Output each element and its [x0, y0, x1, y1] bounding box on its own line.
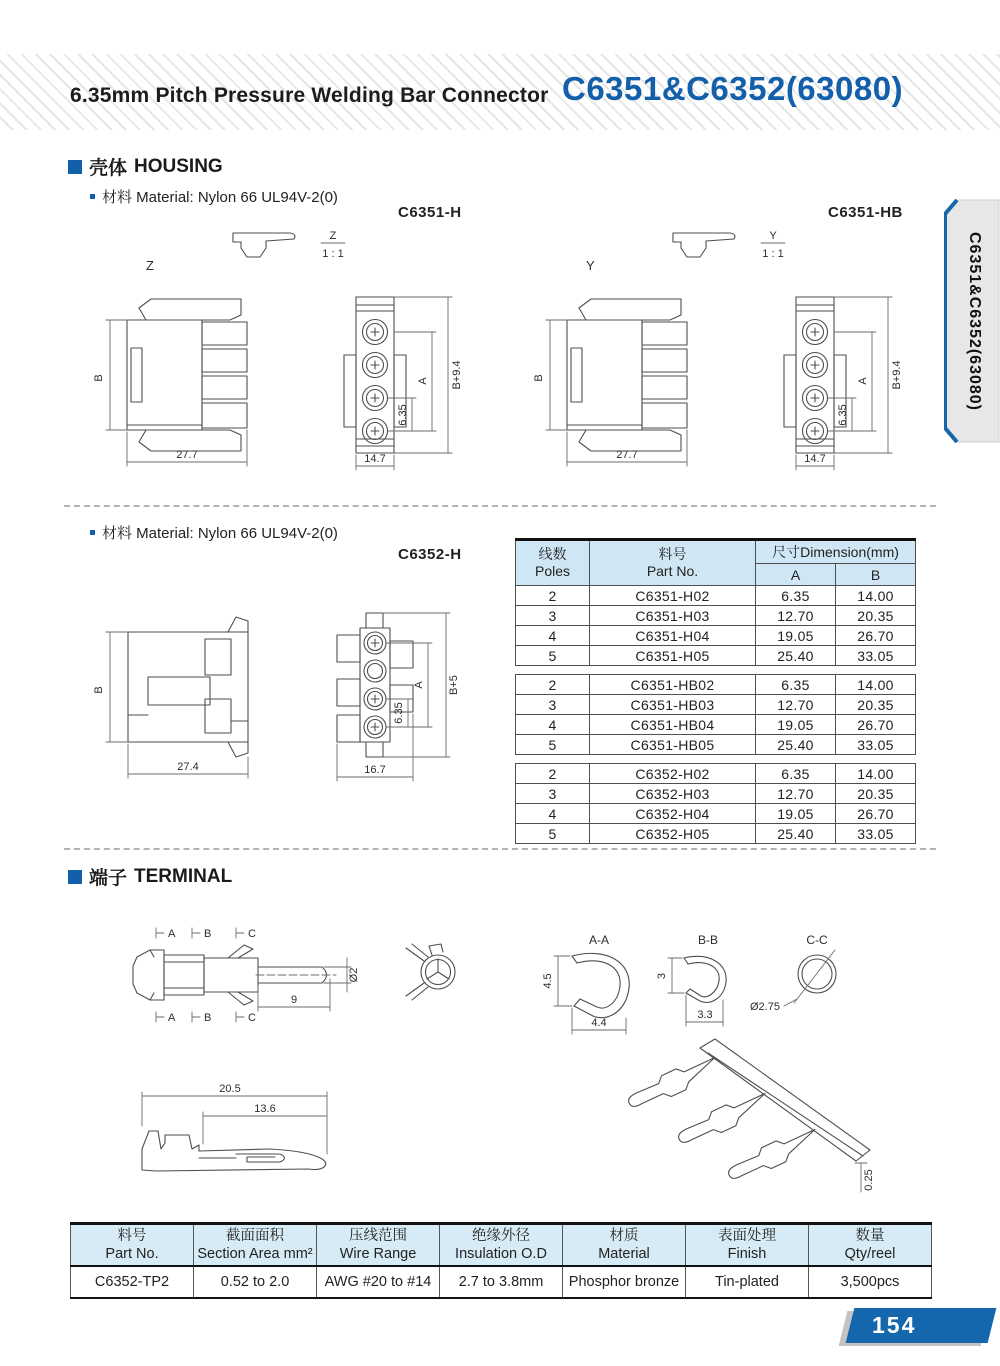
material-note-1: 材料 Material: Nylon 66 UL94V-2(0): [90, 186, 338, 207]
svg-text:A: A: [417, 377, 429, 385]
svg-text:20.5: 20.5: [219, 1083, 241, 1095]
table-row: 2 C6351-H02 6.35 14.00: [516, 586, 916, 606]
terminal-profile-view: [142, 1083, 327, 1171]
drawing-title-c6351hb: C6351-HB: [828, 204, 903, 221]
svg-text:14.7: 14.7: [364, 453, 386, 465]
table-row: 3 C6351-HB03 12.70 20.35: [516, 695, 916, 715]
front-view: [344, 297, 463, 470]
svg-text:4.5: 4.5: [542, 973, 554, 989]
c6351-hb-drawing: [500, 220, 940, 485]
detail-view: [586, 230, 785, 273]
terminal-drawings: [60, 900, 940, 1212]
front-view: [784, 297, 903, 470]
drawing-title-c6352h: C6352-H: [398, 546, 462, 563]
carrier-strip-view: [624, 1039, 875, 1192]
svg-text:6.35: 6.35: [397, 404, 409, 426]
svg-text:27.4: 27.4: [177, 761, 199, 773]
housing-section-header: [68, 153, 223, 180]
svg-text:A-A: A-A: [588, 933, 610, 947]
page-number: 154: [872, 1312, 917, 1338]
side-index-tab: [944, 199, 1000, 443]
svg-text:Z: Z: [329, 230, 337, 242]
col-header-section-area: 截面面积 Section Area mm²: [194, 1224, 317, 1267]
svg-text:B+9.4: B+9.4: [451, 360, 463, 390]
svg-text:0.25: 0.25: [863, 1169, 875, 1191]
col-header-part-no: 料号 Part No.: [71, 1224, 194, 1267]
bullet-icon: [90, 194, 95, 199]
svg-text:1 : 1: 1 : 1: [762, 248, 784, 260]
col-header-dimension: 尺寸Dimension(mm): [756, 540, 916, 564]
svg-text:3.3: 3.3: [697, 1009, 713, 1021]
section-bb-view: [656, 933, 726, 1026]
col-header-finish: 表面处理 Finish: [686, 1224, 809, 1267]
svg-text:27.7: 27.7: [176, 449, 198, 461]
svg-text:Y: Y: [586, 258, 595, 273]
terminal-section-cn: 端子: [89, 868, 128, 889]
table-row: 2 C6352-H02 6.35 14.00: [516, 764, 916, 784]
section-cc-view: [750, 933, 836, 1013]
col-header-b: B: [836, 564, 916, 586]
svg-text:A: A: [168, 928, 176, 940]
col-header-a: A: [756, 564, 836, 586]
terminal-spec-table: [70, 1222, 932, 1299]
table-row: 4 C6351-H04 19.05 26.70: [516, 626, 916, 646]
svg-text:Ø2: Ø2: [348, 967, 360, 983]
housing-section-cn: 壳体: [89, 158, 128, 179]
material-note-2: 材料 Material: Nylon 66 UL94V-2(0): [90, 522, 338, 543]
svg-text:A: A: [168, 1012, 176, 1024]
pin-end-view: [406, 944, 455, 1000]
section-divider: [64, 505, 936, 507]
pin-side-view: [133, 928, 360, 1024]
svg-text:B+9.4: B+9.4: [891, 360, 903, 390]
front-view: [337, 613, 460, 781]
svg-text:Ø2.75: Ø2.75: [750, 1001, 780, 1013]
page-title: 6.35mm Pitch Pressure Welding Bar Connector: [70, 84, 549, 107]
svg-text:Z: Z: [146, 258, 154, 273]
svg-text:C: C: [248, 1012, 256, 1024]
detail-view: [146, 230, 345, 273]
svg-text:6.35: 6.35: [393, 702, 405, 724]
table-row: 3 C6352-H03 12.70 20.35: [516, 784, 916, 804]
table-row: 5 C6351-HB05 25.40 33.05: [516, 735, 916, 755]
svg-text:B+5: B+5: [448, 675, 460, 695]
svg-text:6.35: 6.35: [837, 404, 849, 426]
bullet-icon: [90, 530, 95, 535]
side-view: [533, 299, 687, 466]
group-gap: [516, 755, 916, 764]
col-header-poles: 线数 Poles: [516, 540, 590, 586]
svg-text:B: B: [93, 374, 105, 382]
housing-section-en: HOUSING: [134, 155, 223, 177]
svg-text:B-B: B-B: [697, 933, 719, 947]
svg-text:C-C: C-C: [806, 933, 828, 947]
svg-text:B: B: [533, 374, 545, 382]
drawing-title-c6351h: C6351-H: [398, 204, 462, 221]
svg-text:27.7: 27.7: [616, 449, 638, 461]
svg-text:B: B: [204, 1012, 212, 1024]
table-row: 5 C6351-H05 25.40 33.05: [516, 646, 916, 666]
housing-dimension-table: [515, 538, 915, 844]
part-code-title: C6351&C6352(63080): [562, 70, 904, 107]
col-header-part-no: 料号 Part No.: [590, 540, 756, 586]
col-header-wire-range: 压线范围 Wire Range: [317, 1224, 440, 1267]
terminal-section-header: [68, 863, 232, 890]
side-view: [93, 617, 248, 778]
svg-text:16.7: 16.7: [364, 764, 386, 776]
svg-text:B: B: [93, 686, 105, 694]
table-row: 2 C6351-HB02 6.35 14.00: [516, 675, 916, 695]
col-header-qty: 数量 Qty/reel: [809, 1224, 932, 1267]
side-tab-label: C6351&C6352(63080): [966, 231, 983, 411]
section-aa-view: [542, 933, 629, 1034]
group-gap: [516, 666, 916, 675]
svg-text:13.6: 13.6: [254, 1103, 276, 1115]
table-row: C6352-TP2 0.52 to 2.0 AWG #20 to #14 2.7 to 3.8mm Phosphor bronze Tin-plated 3,500pcs: [71, 1266, 932, 1298]
table-row: 5 C6352-H05 25.40 33.05: [516, 824, 916, 844]
svg-text:B: B: [204, 928, 212, 940]
terminal-section-en: TERMINAL: [134, 865, 233, 887]
svg-text:A: A: [413, 681, 425, 689]
svg-text:9: 9: [290, 994, 298, 1006]
svg-text:A: A: [857, 377, 869, 385]
section-marker-icon: [68, 160, 82, 174]
svg-text:14.7: 14.7: [804, 453, 826, 465]
svg-text:3: 3: [656, 972, 668, 980]
svg-text:1 : 1: 1 : 1: [322, 248, 344, 260]
col-header-material: 材质 Material: [563, 1224, 686, 1267]
svg-text:4.4: 4.4: [591, 1017, 607, 1029]
c6351-h-drawing: [60, 220, 500, 485]
table-row: 3 C6351-H03 12.70 20.35: [516, 606, 916, 626]
section-divider: [64, 848, 936, 850]
page-number-badge: [850, 1308, 992, 1343]
side-view: [93, 299, 247, 466]
table-row: 4 C6351-HB04 19.05 26.70: [516, 715, 916, 735]
col-header-insulation: 绝缘外径 Insulation O.D: [440, 1224, 563, 1267]
table-row: 4 C6352-H04 19.05 26.70: [516, 804, 916, 824]
svg-text:Y: Y: [769, 230, 777, 242]
section-marker-icon: [68, 870, 82, 884]
svg-text:C: C: [248, 928, 256, 940]
c6352-h-drawing: [60, 555, 520, 805]
